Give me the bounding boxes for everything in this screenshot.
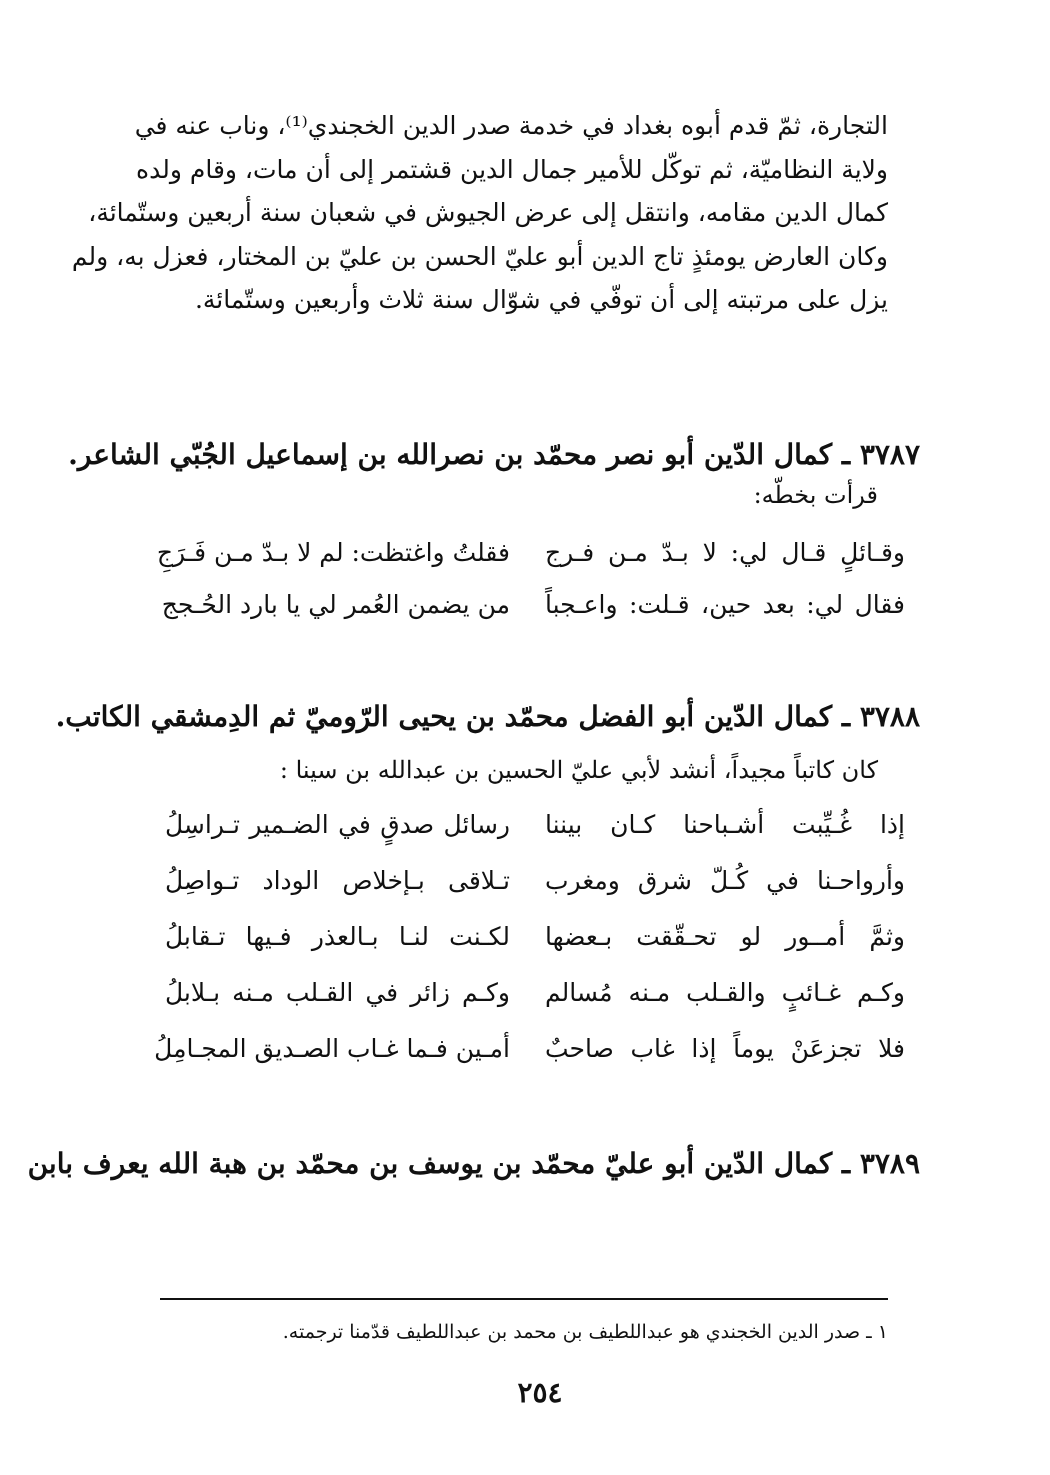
verse-second-hemistich: من يضمن العُمر لي يا بارد الحُـجج (161, 590, 510, 619)
verse-line (156, 538, 905, 578)
verse-line (161, 590, 905, 630)
verse-line (165, 978, 905, 1018)
verse-second-hemistich: وكـم زائر في القـلب مـنه بـلابلُ (165, 978, 510, 1007)
verse-first-hemistich: وكـم غـائبٍ والقـلب مـنه مُسالم (545, 978, 905, 1007)
verse-second-hemistich: فقلتُ واغتظت: لم لا بـدّ مـن فَـرَجِ (156, 538, 510, 567)
entry-title-3787: ٣٧٨٧ ـ كمال الدّين أبو نصر محمّد بن نصرالله بن إسماعيل الجُبّي الشاعر. (68, 438, 920, 471)
verse-second-hemistich: أمـين فـما غـاب الصـديق المجـامِلُ (154, 1034, 510, 1063)
paragraph-line: كمال الدين مقامه، وانتقل إلى عرض الجيوش في شعبان سنة أربعين وستّمائة، (88, 198, 888, 227)
biography-paragraph (71, 104, 888, 322)
page-number: ٢٥٤ (517, 1376, 563, 1409)
verse-line (165, 810, 905, 850)
verse-second-hemistich: لكـنت لنـا بـالعذر فـيها تـقابلُ (165, 922, 510, 951)
paragraph-line: التجارة، ثمّ قدم أبوه بغداد في خدمة صدر الدين الخجندي⁽¹⁾، وناب عنه في (134, 111, 888, 140)
verse-line (165, 922, 905, 962)
verse-first-hemistich: وقـائلٍ قـال لي: لا بـدّ مـن فـرج (545, 538, 905, 567)
verse-line (165, 866, 905, 906)
verse-second-hemistich: رسائل صدقٍ في الضـمير تـراسِلُ (165, 810, 510, 839)
paragraph-line: وكان العارض يومئذٍ تاج الدين أبو عليّ الحسن بن عليّ بن المختار، فعزل به، ولم (71, 241, 888, 271)
entry-title-3789: ٣٧٨٩ ـ كمال الدّين أبو عليّ محمّد بن يوسف بن محمّد بن هبة الله يعرف بابن (27, 1147, 920, 1180)
verse-first-hemistich: وثمَّ أمــور لو تحـقّقت بـعضها (545, 922, 905, 951)
paragraph-line: يزل على مرتبته إلى أن توفّي في شوّال سنة ثلاث وأربعين وستّمائة. (194, 285, 888, 314)
verse-first-hemistich: فقال لي: بعد حين، قـلت: واعـجباً (545, 590, 905, 619)
verse-first-hemistich: وأرواحـنا في كُـلّ شرق ومغرب (545, 866, 905, 895)
footnote-divider (160, 1298, 888, 1300)
verse-line (154, 1034, 905, 1074)
entry-title-3788: ٣٧٨٨ ـ كمال الدّين أبو الفضل محمّد بن يحيى الرّوميّ ثم الدِمشقي الكاتب. (55, 700, 920, 733)
paragraph-line: ولاية النظاميّة، ثم توكّل للأمير جمال الدين قشتمر إلى أن مات، وقام ولده (135, 154, 888, 184)
verse-second-hemistich: تـلاقى بـإخلاص الوداد تـواصِلُ (165, 866, 510, 895)
footnote: ١ ـ صدر الدين الخجندي هو عبداللطيف بن محمد بن عبداللطيف قدّمنا ترجمته. (282, 1321, 888, 1343)
entry-intro-3787: قرأت بخطّه: (753, 481, 878, 509)
verse-first-hemistich: إذا غُـيِّبت أشـباحنا كـان بيننا (545, 810, 905, 839)
entry-intro-3788: كان كاتباً مجيداً، أنشد لأبي عليّ الحسين بن عبدالله بن سينا : (279, 756, 878, 784)
verse-first-hemistich: فلا تجزعَنْ يوماً إذا غاب صاحبٌ (545, 1034, 905, 1063)
